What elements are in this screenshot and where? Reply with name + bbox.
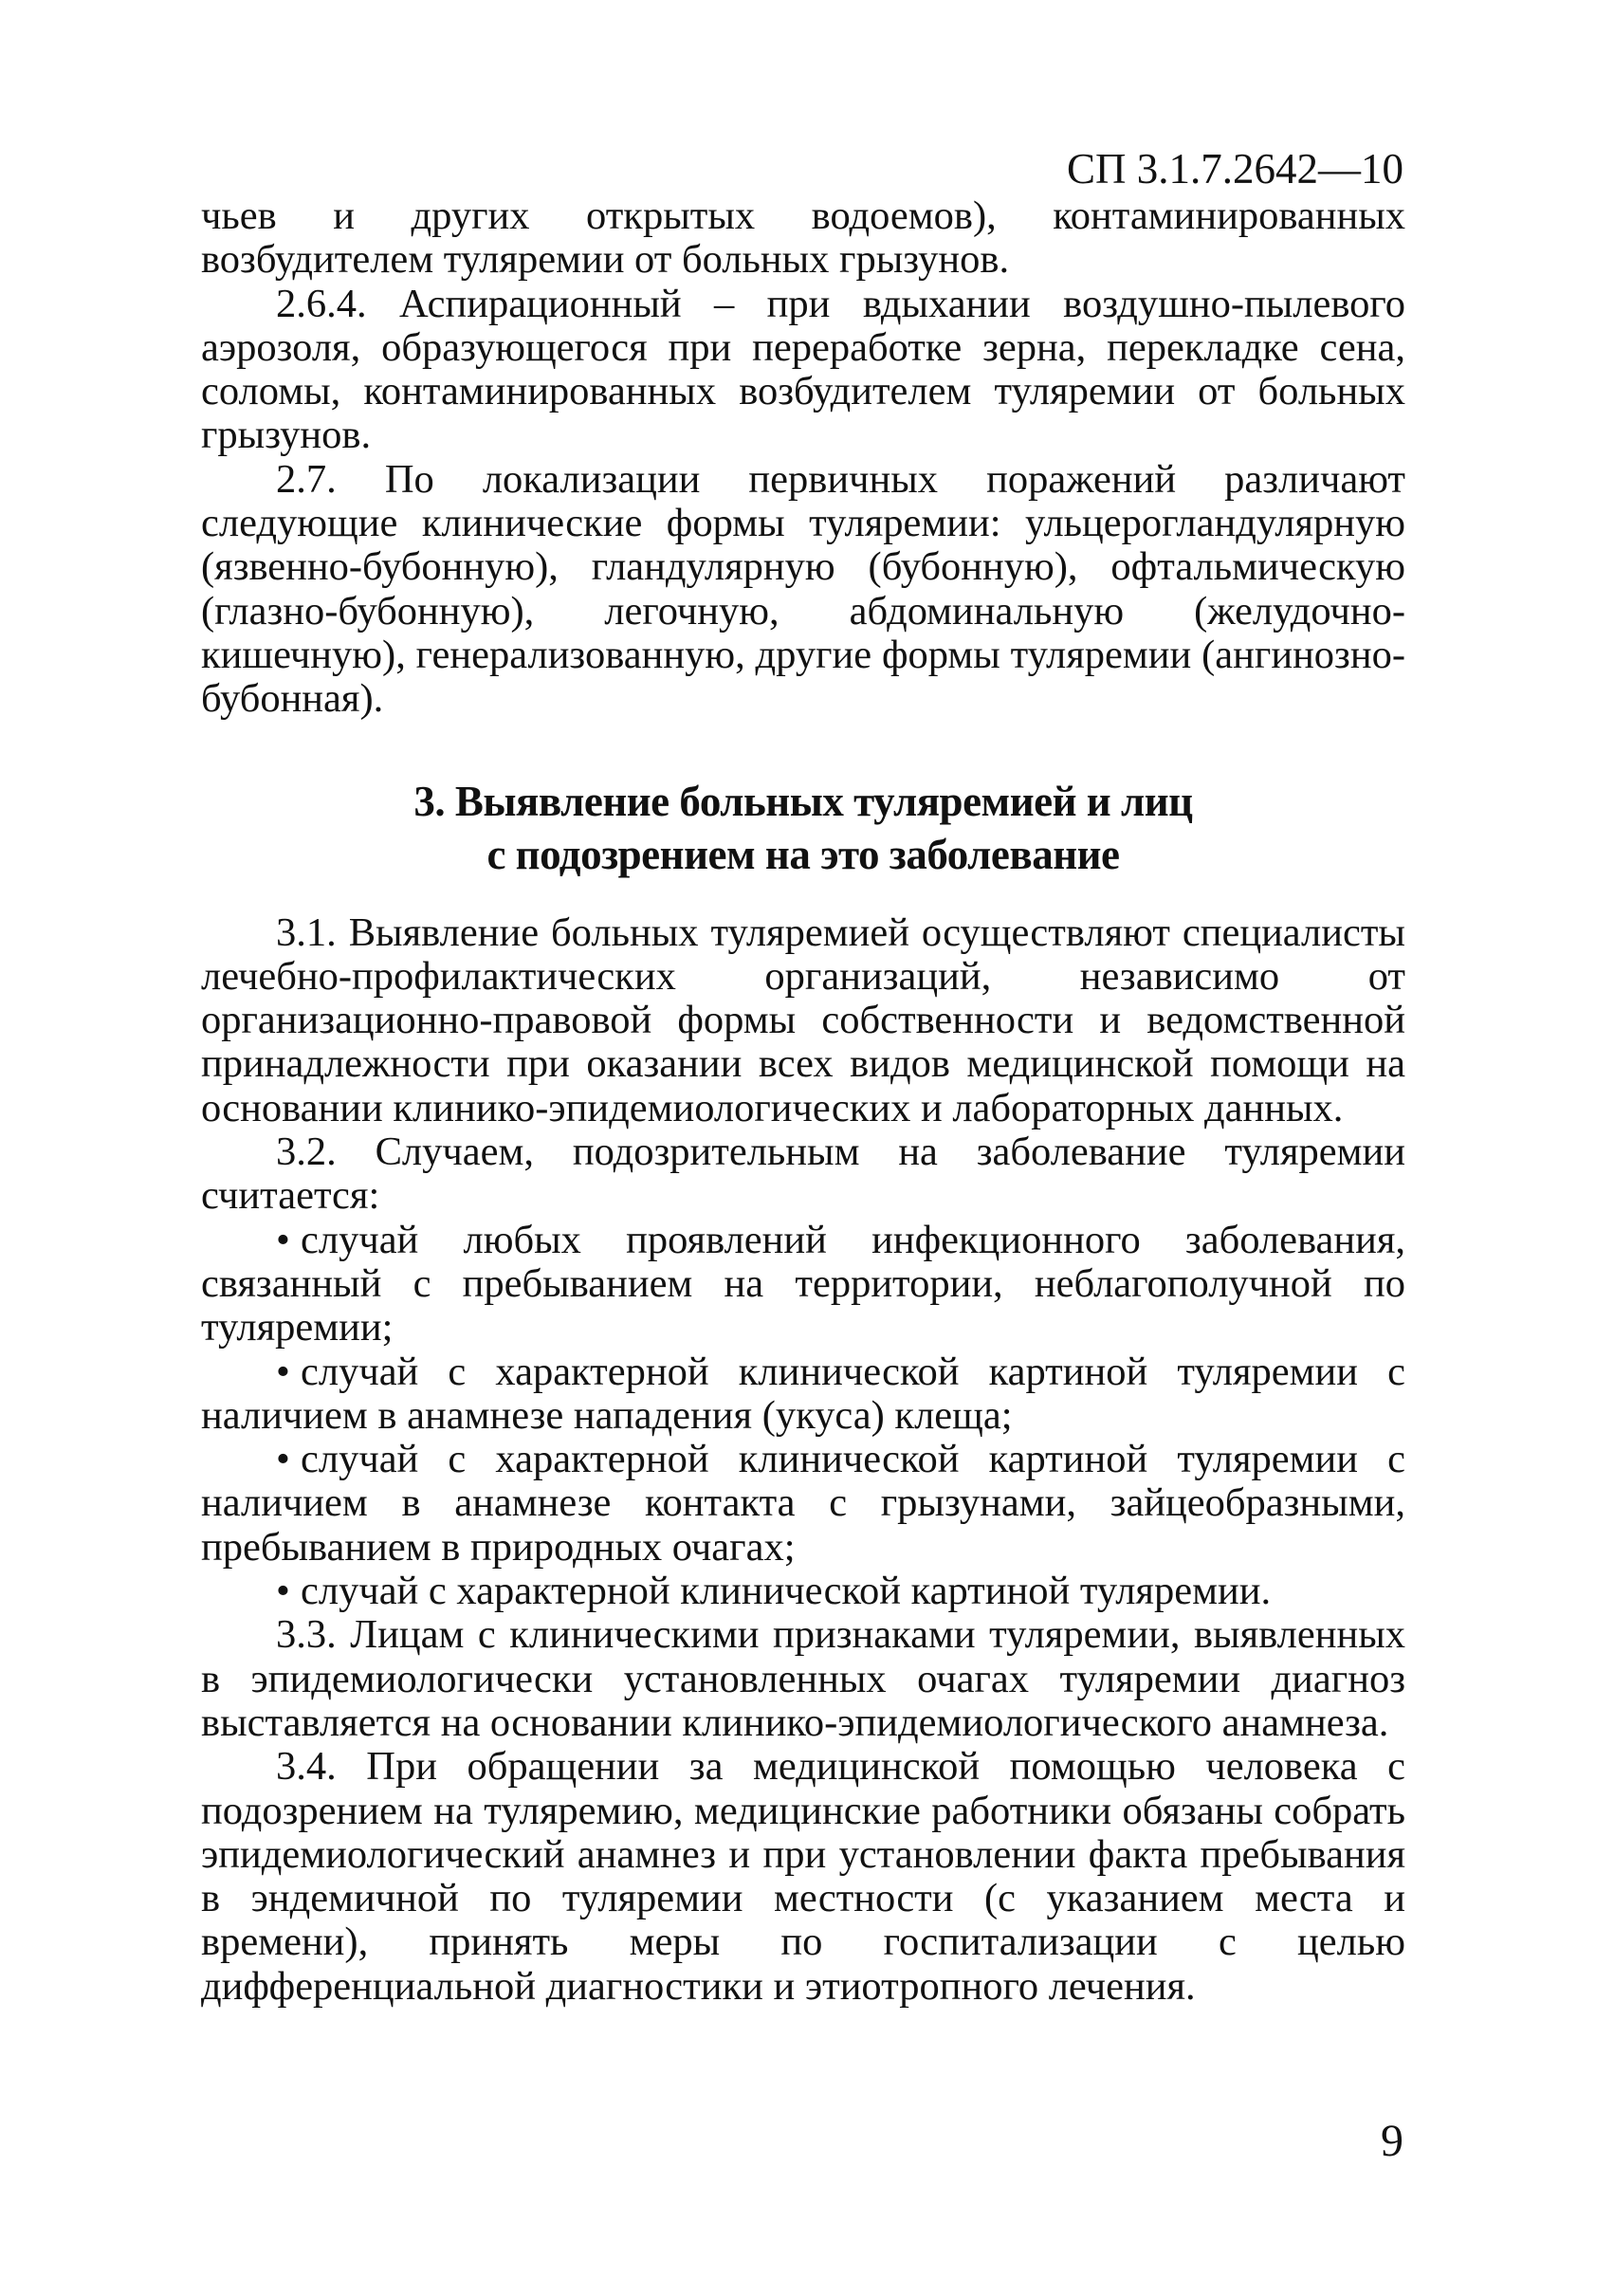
section-heading-line-2: с подозрением на это заболевание [486,830,1120,878]
section-heading-line-1: 3. Выявление больных туляремией и лиц [413,777,1193,825]
paragraph-continuation: чьев и других открытых водоемов), контаминированных возбудителем туляремии от больных грызунов. [201,193,1405,283]
paragraph-3-3: 3.3. Лицам с клиническими признаками туляремии, выявленных в эпидемиологически установленных очагах туляремии диагноз выставляется на основании клинико-эпидемиологического анамнеза. [201,1612,1405,1745]
bullet-text: случай с характерной клинической картиной туляремии с наличием в анамнезе контакта с грызунами, зайцеобразными, пребыванием в природных очагах; [201,1437,1405,1570]
bullet-item-3 [201,1438,1405,1570]
bullet-item-2 [201,1350,1405,1439]
document-code: СП 3.1.7.2642—10 [1066,145,1403,193]
bullet-mark: • [276,1437,290,1482]
bullet-item-1 [201,1219,1405,1350]
paragraph-3-1: 3.1. Выявление больных туляремией осуществляют специалисты лечебно-профилактических организаций, независимо от организационно-правовой формы собственности и ведомственной принадлежности при оказании всех видов медицинской помощи на основании клинико-эпидемиологических и лабораторных данных. [201,909,1405,1130]
paragraph-2-7: 2.7. По локализации первичных поражений различают следующие клинические формы туляремии: ульцерогландулярную (язвенно-бубонную), гландулярную (бубонную), офтальмическую (глазно-бубонную), легочную, абдоминальную (желудочно-кишечную), генерализованную, другие формы туляремии (ангинозно-бубонная). [201,456,1405,722]
bullet-mark: • [276,1569,290,1614]
bullet-text: случай с характерной клинической картиной туляремии. [301,1569,1272,1614]
bullet-item-4 [201,1570,1405,1613]
page-content [201,194,1405,2009]
page-number: 9 [1381,2116,1403,2166]
bullet-mark: • [276,1349,290,1394]
paragraph-2-6-4: 2.6.4. Аспирационный – при вдыхании воздушно-пылевого аэрозоля, образующегося при переработке зерна, перекладке сена, соломы, контаминированных возбудителем туляремии от больных грызунов. [201,281,1405,458]
bullet-text: случай любых проявлений инфекционного заболевания, связанный с пребыванием на территории, неблагополучной по туляремии; [201,1217,1405,1350]
section-heading [201,775,1405,881]
bullet-text: случай с характерной клинической картиной туляремии с наличием в анамнезе нападения (укуса) клеща; [201,1349,1405,1438]
paragraph-3-2: 3.2. Случаем, подозрительным на заболевание туляремии считается: [201,1130,1405,1219]
bullet-mark: • [276,1217,290,1262]
paragraph-3-4: 3.4. При обращении за медицинской помощью человека с подозрением на туляремию, медицинские работники обязаны собрать эпидемиологический анамнез и при установлении факта пребывания в эндемичной по туляремии местности (с указанием места и времени), принять меры по госпитализации с целью дифференциальной диагностики и этиотропного лечения. [201,1744,1405,2009]
